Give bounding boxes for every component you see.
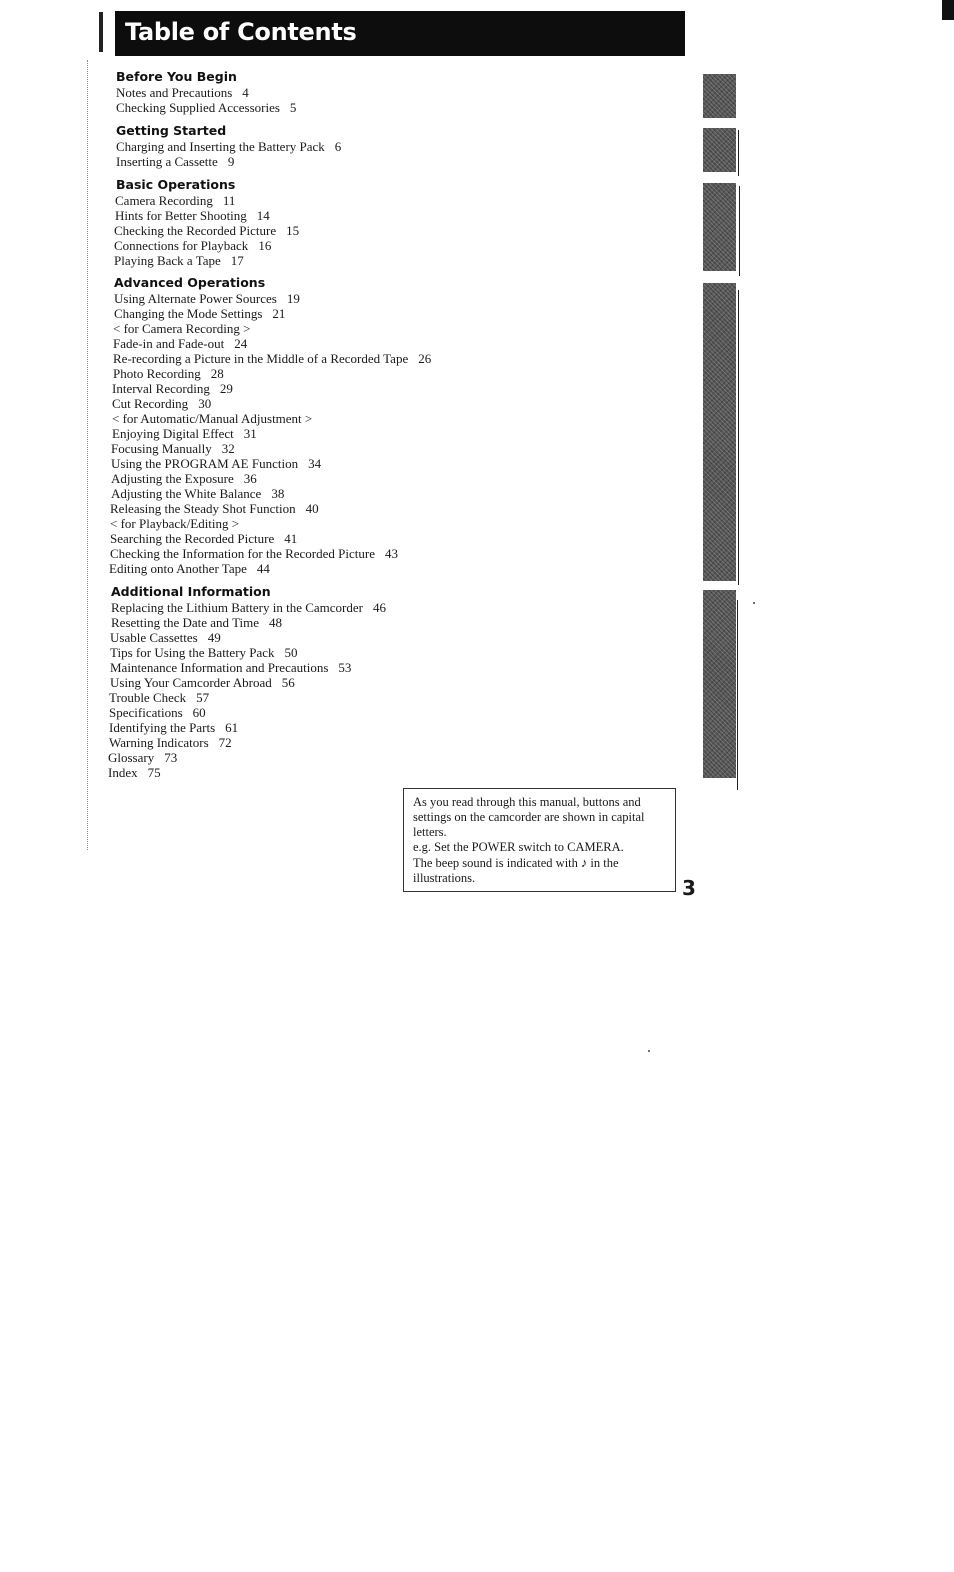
toc-entry-label: Warning Indicators xyxy=(109,735,209,750)
section-tab-5 xyxy=(703,590,736,778)
toc-entry[interactable] xyxy=(109,735,232,750)
page-number: 3 xyxy=(682,876,696,900)
toc-entry-page: 38 xyxy=(271,486,285,501)
toc-entry[interactable] xyxy=(109,561,270,576)
toc-entry-label: Notes and Precautions xyxy=(116,85,233,100)
toc-entry-page: 60 xyxy=(192,705,206,720)
toc-entry-label: Changing the Mode Settings xyxy=(114,306,263,321)
toc-entry[interactable] xyxy=(110,531,297,546)
toc-entry-page: 34 xyxy=(308,456,322,471)
page-edge-mark xyxy=(942,0,954,20)
toc-entry-page: 75 xyxy=(147,765,161,780)
toc-entry-page: 21 xyxy=(272,306,286,321)
note-line-2: e.g. Set the POWER switch to CAMERA. xyxy=(413,840,624,854)
section-tab-1 xyxy=(703,74,736,118)
toc-entry[interactable] xyxy=(111,441,235,456)
toc-entry[interactable] xyxy=(114,306,285,321)
tab-edge-line xyxy=(738,130,739,176)
toc-entry-label: Playing Back a Tape xyxy=(114,253,221,268)
tab-edge-line xyxy=(739,186,740,276)
toc-entry-page: 28 xyxy=(210,366,224,381)
section-heading: Getting Started xyxy=(116,123,227,138)
toc-entry-page: 11 xyxy=(222,193,236,208)
toc-entry[interactable] xyxy=(108,750,177,765)
toc-entry-page: 14 xyxy=(256,208,270,223)
toc-entry-label: Resetting the Date and Time xyxy=(111,615,260,630)
toc-entry[interactable] xyxy=(115,208,270,223)
section-heading: Additional Information xyxy=(111,584,271,599)
toc-entry[interactable] xyxy=(111,486,284,501)
toc-entry-page: 31 xyxy=(243,426,257,441)
toc-entry-page: 41 xyxy=(284,531,298,546)
toc-entry[interactable] xyxy=(116,139,341,154)
toc-entry-label: Charging and Inserting the Battery Pack xyxy=(116,139,325,154)
note-line-3-end: in the illustrations. xyxy=(413,856,619,885)
toc-entry-label: Hints for Better Shooting xyxy=(115,208,247,223)
toc-entry-label: Focusing Manually xyxy=(111,441,212,456)
toc-entry[interactable] xyxy=(112,381,233,396)
section-heading: Advanced Operations xyxy=(114,275,266,290)
toc-entry-page: 73 xyxy=(164,750,178,765)
toc-entry-label: Interval Recording xyxy=(112,381,210,396)
toc-entry-label: Identifying the Parts xyxy=(109,720,216,735)
toc-entry[interactable] xyxy=(110,501,319,516)
toc-entry-label: Editing onto Another Tape xyxy=(109,561,247,576)
toc-entry-label: Releasing the Steady Shot Function xyxy=(110,501,296,516)
note-line-3 xyxy=(413,855,669,886)
toc-entry-label: Inserting a Cassette xyxy=(116,154,218,169)
section-tab-3 xyxy=(703,183,736,271)
toc-entry[interactable] xyxy=(113,351,431,366)
toc-entry[interactable] xyxy=(112,396,211,411)
speck xyxy=(753,602,755,604)
toc-entry-page: 9 xyxy=(227,154,235,169)
toc-entry[interactable] xyxy=(109,720,238,735)
toc-entry[interactable] xyxy=(115,193,235,208)
toc-entry[interactable] xyxy=(110,660,351,675)
toc-entry-page: 44 xyxy=(256,561,270,576)
tab-edge-line xyxy=(738,290,739,585)
toc-entry[interactable] xyxy=(116,154,234,169)
toc-entry-label: Using Alternate Power Sources xyxy=(114,291,277,306)
toc-entry[interactable] xyxy=(111,456,321,471)
toc-entry-page: 6 xyxy=(334,139,342,154)
toc-entry[interactable] xyxy=(111,600,386,615)
toc-entry[interactable] xyxy=(111,615,282,630)
toc-entry-page: 5 xyxy=(289,100,297,115)
toc-entry-page: 49 xyxy=(207,630,221,645)
toc-entry-page: 40 xyxy=(305,501,319,516)
toc-entry-page: 29 xyxy=(219,381,233,396)
toc-entry-label: Trouble Check xyxy=(109,690,187,705)
toc-entry-label: Checking the Information for the Recorded Picture xyxy=(110,546,375,561)
toc-entry-page: 24 xyxy=(234,336,248,351)
speck xyxy=(648,1050,650,1052)
toc-entry[interactable] xyxy=(110,516,239,531)
note-line-3-start: The beep sound is indicated with xyxy=(413,856,578,870)
toc-entry-page: 46 xyxy=(372,600,386,615)
toc-entry-label: Cut Recording xyxy=(112,396,189,411)
section-heading: Basic Operations xyxy=(116,177,236,192)
toc-entry-page: 56 xyxy=(281,675,295,690)
section-tab-2 xyxy=(703,128,736,172)
toc-entry[interactable] xyxy=(108,765,161,780)
toc-entry-label: Searching the Recorded Picture xyxy=(110,531,275,546)
toc-entry[interactable] xyxy=(110,645,298,660)
toc-entry[interactable] xyxy=(113,366,224,381)
toc-entry[interactable] xyxy=(113,321,250,336)
toc-entry[interactable] xyxy=(109,690,209,705)
toc-entry-label: Glossary xyxy=(108,750,155,765)
toc-entry-label: Fade-in and Fade-out xyxy=(113,336,225,351)
toc-entry[interactable] xyxy=(114,253,244,268)
toc-entry-page: 72 xyxy=(218,735,232,750)
toc-entry[interactable] xyxy=(114,223,299,238)
toc-entry-label: Replacing the Lithium Battery in the Camcorder xyxy=(111,600,363,615)
toc-entry[interactable] xyxy=(112,411,312,426)
toc-entry-label: Index xyxy=(108,765,138,780)
toc-entry[interactable] xyxy=(114,291,300,306)
toc-entry-page: 57 xyxy=(196,690,210,705)
toc-entry-page: 16 xyxy=(258,238,272,253)
section-heading: Before You Begin xyxy=(116,69,237,84)
toc-entry-page: 48 xyxy=(269,615,283,630)
toc-entry-page: 36 xyxy=(243,471,257,486)
toc-entry-label: Tips for Using the Battery Pack xyxy=(110,645,275,660)
toc-entry[interactable] xyxy=(114,238,271,253)
toc-entry-label: Checking Supplied Accessories xyxy=(116,100,280,115)
toc-entry-label: Maintenance Information and Precautions xyxy=(110,660,329,675)
toc-entry-label: Usable Cassettes xyxy=(110,630,198,645)
beep-note-icon: ♪ xyxy=(580,855,588,870)
toc-entry-label: Using the PROGRAM AE Function xyxy=(111,456,299,471)
toc-entry-label: Camera Recording xyxy=(115,193,213,208)
toc-entry-label: Re-recording a Picture in the Middle of a Recorded Tape xyxy=(113,351,409,366)
toc-entry-page: 43 xyxy=(384,546,398,561)
toc-entry-page: 50 xyxy=(284,645,298,660)
toc-entry-page: 61 xyxy=(225,720,239,735)
toc-entry[interactable] xyxy=(116,85,249,100)
toc-entry-label: < for Camera Recording > xyxy=(113,321,251,336)
toc-entry-label: Checking the Recorded Picture xyxy=(114,223,277,238)
toc-entry-label: Photo Recording xyxy=(113,366,201,381)
toc-entry-label: Using Your Camcorder Abroad xyxy=(110,675,272,690)
toc-entry-page: 17 xyxy=(230,253,244,268)
toc-entry-label: < for Automatic/Manual Adjustment > xyxy=(112,411,313,426)
toc-entry-label: Specifications xyxy=(109,705,183,720)
toc-entry[interactable] xyxy=(110,630,221,645)
table-of-contents xyxy=(0,0,700,800)
toc-entry-label: Connections for Playback xyxy=(114,238,249,253)
note-box xyxy=(403,788,676,892)
toc-entry-page: 26 xyxy=(418,351,432,366)
tab-edge-line xyxy=(737,600,738,790)
toc-entry-page: 19 xyxy=(286,291,300,306)
toc-entry-label: Enjoying Digital Effect xyxy=(112,426,234,441)
toc-entry[interactable] xyxy=(116,100,296,115)
toc-entry-page: 32 xyxy=(221,441,235,456)
page-title: Table of Contents xyxy=(115,11,685,56)
toc-entry[interactable] xyxy=(111,471,257,486)
toc-entry[interactable] xyxy=(110,546,398,561)
toc-entry-page: 15 xyxy=(286,223,300,238)
toc-entry-label: < for Playback/Editing > xyxy=(110,516,240,531)
toc-entry[interactable] xyxy=(113,336,247,351)
toc-entry-page: 30 xyxy=(198,396,212,411)
toc-entry-label: Adjusting the Exposure xyxy=(111,471,234,486)
toc-entry[interactable] xyxy=(110,675,295,690)
note-line-1: As you read through this manual, buttons and settings on the camcorder are shown in capital letters. xyxy=(413,795,645,839)
toc-entry[interactable] xyxy=(109,705,206,720)
toc-entry-page: 53 xyxy=(338,660,352,675)
toc-entry-page: 4 xyxy=(242,85,249,100)
toc-entry[interactable] xyxy=(112,426,257,441)
section-tab-4 xyxy=(703,283,736,581)
toc-entry-label: Adjusting the White Balance xyxy=(111,486,262,501)
